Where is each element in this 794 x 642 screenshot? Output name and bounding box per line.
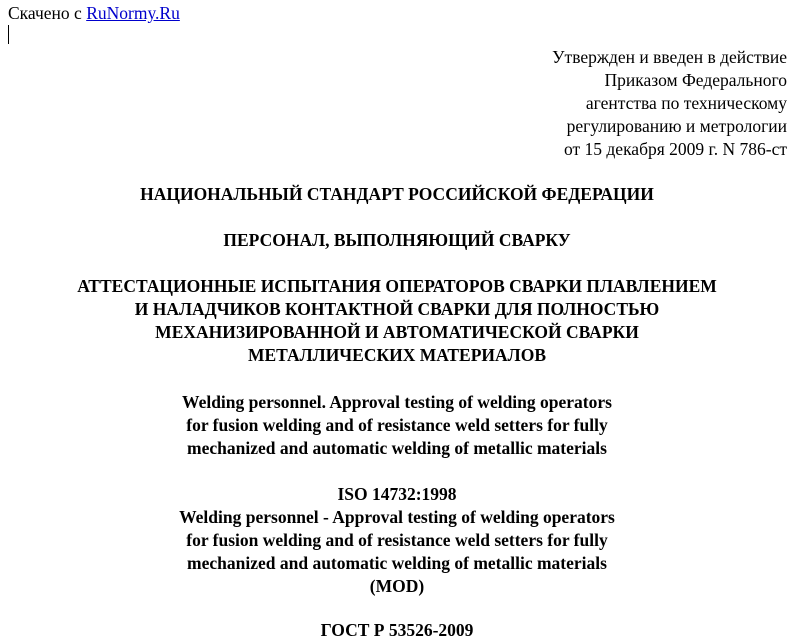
approval-block [552, 46, 787, 161]
english-title [0, 391, 794, 460]
main-title-line: И НАЛАДЧИКОВ КОНТАКТНОЙ СВАРКИ ДЛЯ ПОЛНОСТЬЮ [134, 299, 660, 319]
standard-type-text: НАЦИОНАЛЬНЫЙ СТАНДАРТ РОССИЙСКОЙ ФЕДЕРАЦИИ [140, 184, 654, 204]
gost-code-heading [0, 619, 794, 642]
standard-type-heading [0, 183, 794, 206]
iso-reference [0, 483, 794, 598]
main-title [0, 275, 794, 367]
main-title-line: МЕТАЛЛИЧЕСКИХ МАТЕРИАЛОВ [247, 345, 546, 365]
approval-line: Приказом Федерального [604, 70, 787, 90]
iso-title-line: mechanized and automatic welding of metallic materials [187, 553, 607, 573]
iso-title-line: for fusion welding and of resistance weld setters for fully [186, 530, 608, 550]
main-title-line: МЕХАНИЗИРОВАННОЙ И АВТОМАТИЧЕСКОЙ СВАРКИ [155, 322, 639, 342]
approval-line: Утвержден и введен в действие [552, 47, 787, 67]
iso-code: ISO 14732:1998 [337, 484, 457, 504]
approval-line: от 15 декабря 2009 г. N 786-ст [563, 139, 787, 159]
gost-code: ГОСТ Р 53526-2009 [320, 620, 474, 640]
personnel-heading [0, 229, 794, 252]
source-prefix: Скачено с [8, 3, 82, 23]
english-title-line: for fusion welding and of resistance weld setters for fully [186, 415, 608, 435]
text-cursor [8, 25, 9, 44]
personnel-title-text: ПЕРСОНАЛ, ВЫПОЛНЯЮЩИЙ СВАРКУ [223, 230, 571, 250]
english-title-line: Welding personnel. Approval testing of welding operators [182, 392, 612, 412]
main-title-line: АТТЕСТАЦИОННЫЕ ИСПЫТАНИЯ ОПЕРАТОРОВ СВАРКИ ПЛАВЛЕНИЕМ [77, 276, 717, 296]
approval-line: регулированию и метрологии [566, 116, 787, 136]
source-link[interactable]: RuNormy.Ru [86, 3, 180, 23]
iso-title-line: Welding personnel - Approval testing of welding operators [179, 507, 615, 527]
source-line [8, 2, 180, 25]
iso-mod-label: (MOD) [369, 576, 425, 596]
english-title-line: mechanized and automatic welding of metallic materials [187, 438, 607, 458]
approval-line: агентства по техническому [585, 93, 787, 113]
